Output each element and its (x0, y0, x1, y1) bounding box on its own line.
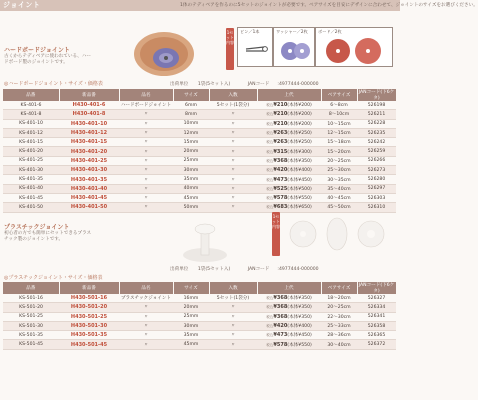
cell-name: 〃 (119, 128, 173, 137)
cell-qty: 5セット(1袋分) (209, 294, 257, 303)
cell-code: KS-501-20 (3, 303, 59, 312)
cell-new-code: H430-501-45 (59, 340, 119, 349)
column-header: サイズ (173, 89, 209, 101)
hardboard-title: ハードボードジョイント (4, 47, 70, 54)
board-part-box (315, 27, 393, 67)
column-header: 入数 (209, 89, 257, 101)
cell-bear-size: 25〜30cm (321, 166, 357, 175)
cell-price: 税込¥473(本体¥450) (257, 331, 321, 340)
cell-bear-size: 20〜25cm (321, 156, 357, 165)
cell-price: 税込¥683(本体¥650) (257, 203, 321, 212)
cell-new-code: H430-401-6 (59, 101, 119, 110)
cell-jan: 526327 (357, 294, 396, 303)
table-row (3, 147, 396, 156)
cell-jan: 526372 (357, 340, 396, 349)
column-header: 新品番 (59, 282, 119, 294)
plastic-spec-table (3, 282, 397, 350)
cell-size: 45mm (173, 340, 209, 349)
cell-size: 45mm (173, 193, 209, 202)
cell-code: KS-401-15 (3, 138, 59, 147)
table-row (3, 138, 396, 147)
cell-code: KS-401-25 (3, 156, 59, 165)
cell-new-code: H430-401-30 (59, 166, 119, 175)
washer-part-box (273, 27, 315, 67)
cell-new-code: H430-401-15 (59, 138, 119, 147)
table-row (3, 110, 396, 119)
cell-price: 税込¥263(本体¥250) (257, 138, 321, 147)
cell-bear-size: 35〜40cm (321, 184, 357, 193)
cell-qty: 〃 (209, 321, 257, 330)
cell-bear-size: 45〜50cm (321, 203, 357, 212)
cell-code: KS-401-12 (3, 128, 59, 137)
column-header: サイズ (173, 282, 209, 294)
washer-label: ワッシャー／2枚 (276, 29, 308, 34)
cell-new-code: H430-501-20 (59, 303, 119, 312)
ship-unit-label: 出荷単位 1袋(5セット入) (170, 267, 231, 272)
cell-name: 〃 (119, 340, 173, 349)
table-row (3, 128, 396, 137)
jan-prefix: JANコード :4977444-000000 (247, 82, 319, 87)
cell-price: 税込¥420(本体¥400) (257, 166, 321, 175)
cell-size: 30mm (173, 321, 209, 330)
cell-price: 税込¥368(本体¥350) (257, 294, 321, 303)
cell-bear-size: 20〜25cm (321, 303, 357, 312)
column-header: JANコード(下6ケタ) (358, 90, 395, 101)
cell-jan: 526280 (357, 175, 396, 184)
cell-bear-size: 15〜20cm (321, 147, 357, 156)
cell-price: 税込¥525(本体¥500) (257, 184, 321, 193)
cell-name: 〃 (119, 321, 173, 330)
cell-bear-size: 10〜15cm (321, 119, 357, 128)
cell-qty: 〃 (209, 193, 257, 202)
jan-prefix: JANコード :4977444-000000 (247, 267, 319, 272)
cell-bear-size: 30〜35cm (321, 175, 357, 184)
section-header-bar (0, 0, 478, 11)
cell-code: KS-501-45 (3, 340, 59, 349)
washer-icon (278, 38, 312, 62)
cell-code: KS-401-20 (3, 147, 59, 156)
cell-qty: 〃 (209, 147, 257, 156)
cell-name: 〃 (119, 110, 173, 119)
cell-jan: 526228 (357, 119, 396, 128)
cell-code: KS-401-40 (3, 184, 59, 193)
table-row (3, 119, 396, 128)
table-row (3, 303, 396, 312)
cell-size: 6mm (173, 101, 209, 110)
cell-new-code: H430-401-40 (59, 184, 119, 193)
plastic-meta (170, 266, 335, 272)
column-header: 入数 (209, 282, 257, 294)
cell-size: 12mm (173, 128, 209, 137)
cell-size: 35mm (173, 175, 209, 184)
cell-name: 〃 (119, 166, 173, 175)
cell-price: 税込¥210(本体¥200) (257, 110, 321, 119)
cell-name: 〃 (119, 156, 173, 165)
cell-name: 〃 (119, 119, 173, 128)
cell-size: 25mm (173, 312, 209, 321)
cotter-pin-icon (244, 42, 268, 56)
cell-price: 税込¥210(本体¥200) (257, 101, 321, 110)
cell-qty: 〃 (209, 128, 257, 137)
cell-qty: 〃 (209, 175, 257, 184)
table-header-row (3, 89, 396, 101)
cell-jan: 526358 (357, 321, 396, 330)
lead-text: 1体のテディベアを作るのに5セットのジョイントが必要です。ベアサイズを目安にデザインに合わせて、ジョイントのサイズをお選びください。 (180, 3, 478, 8)
cell-name: 〃 (119, 184, 173, 193)
cell-new-code: H430-501-35 (59, 331, 119, 340)
cell-code: KS-401-45 (3, 193, 59, 202)
cell-size: 10mm (173, 119, 209, 128)
cell-code: KS-501-25 (3, 312, 59, 321)
table-row (3, 294, 396, 303)
cell-price: 税込¥368(本体¥350) (257, 312, 321, 321)
cell-name: ハードボードジョイント (119, 101, 173, 110)
cell-price: 税込¥368(本体¥350) (257, 156, 321, 165)
cell-bear-size: 18〜20cm (321, 294, 357, 303)
cell-jan: 526310 (357, 203, 396, 212)
cell-qty: 5セット(1袋分) (209, 101, 257, 110)
table-row (3, 101, 396, 110)
cell-new-code: H430-501-25 (59, 312, 119, 321)
page-title: ジョイント (3, 1, 41, 9)
cell-bear-size: 40〜45cm (321, 193, 357, 202)
pin-label: ピン／1本 (240, 29, 260, 34)
cell-code: KS-401-6 (3, 101, 59, 110)
cell-code: KS-401-35 (3, 175, 59, 184)
cell-price: 税込¥578(本体¥550) (257, 340, 321, 349)
column-header: ベアサイズ (321, 89, 357, 101)
column-header: 上代 (257, 89, 321, 101)
cell-new-code: H430-401-35 (59, 175, 119, 184)
table-row (3, 331, 396, 340)
cell-code: KS-401-50 (3, 203, 59, 212)
table-row (3, 312, 396, 321)
hardboard-set-tag: 1セット内容 (226, 28, 234, 70)
hardboard-joint-illustration (110, 28, 218, 80)
table-row (3, 156, 396, 165)
cell-size: 20mm (173, 303, 209, 312)
cell-qty: 〃 (209, 184, 257, 193)
cell-new-code: H430-501-16 (59, 294, 119, 303)
cell-size: 25mm (173, 156, 209, 165)
cell-size: 35mm (173, 331, 209, 340)
cell-jan: 526198 (357, 101, 396, 110)
cell-bear-size: 28〜36cm (321, 331, 357, 340)
cell-jan: 526273 (357, 166, 396, 175)
table-row (3, 166, 396, 175)
cell-size: 15mm (173, 138, 209, 147)
column-header: JANコード(下6ケタ) (358, 283, 395, 294)
column-header: 品名 (119, 89, 173, 101)
plastic-joint-illustration (175, 215, 235, 265)
table-row (3, 321, 396, 330)
cell-jan: 526242 (357, 138, 396, 147)
ship-unit-label: 出荷単位 1袋(5セット入) (170, 82, 231, 87)
column-header: 新品番 (59, 89, 119, 101)
cell-price: 税込¥473(本体¥450) (257, 175, 321, 184)
cell-qty: 〃 (209, 138, 257, 147)
cell-bear-size: 6〜8cm (321, 101, 357, 110)
cell-qty: 〃 (209, 119, 257, 128)
column-header: ベアサイズ (321, 282, 357, 294)
cell-jan: 526266 (357, 156, 396, 165)
cell-new-code: H430-401-8 (59, 110, 119, 119)
cell-price: 税込¥210(本体¥200) (257, 119, 321, 128)
cell-new-code: H430-401-20 (59, 147, 119, 156)
table-header-row (3, 282, 396, 294)
cell-jan: 526235 (357, 128, 396, 137)
cell-bear-size: 25〜33cm (321, 321, 357, 330)
cell-new-code: H430-401-50 (59, 203, 119, 212)
cell-name: プラスチックジョイント (119, 294, 173, 303)
cell-qty: 〃 (209, 340, 257, 349)
board-disc-icon (320, 36, 390, 64)
cell-new-code: H430-401-10 (59, 119, 119, 128)
cell-bear-size: 12〜15cm (321, 128, 357, 137)
cell-code: KS-401-30 (3, 166, 59, 175)
cell-bear-size: 15〜18cm (321, 138, 357, 147)
cell-name: 〃 (119, 203, 173, 212)
cell-size: 50mm (173, 203, 209, 212)
cell-price: 税込¥263(本体¥250) (257, 128, 321, 137)
cell-price: 税込¥420(本体¥400) (257, 321, 321, 330)
plastic-parts-illustration (285, 210, 395, 258)
cell-name: 〃 (119, 138, 173, 147)
cell-new-code: H430-501-30 (59, 321, 119, 330)
cell-new-code: H430-401-25 (59, 156, 119, 165)
cell-price: 税込¥315(本体¥300) (257, 147, 321, 156)
cell-new-code: H430-401-45 (59, 193, 119, 202)
cell-jan: 526334 (357, 303, 396, 312)
cell-code: KS-401-10 (3, 119, 59, 128)
hardboard-spec-table (3, 89, 397, 213)
table-row (3, 340, 396, 349)
cell-bear-size: 22〜30cm (321, 312, 357, 321)
cell-qty: 〃 (209, 110, 257, 119)
cell-qty: 〃 (209, 303, 257, 312)
cell-qty: 〃 (209, 312, 257, 321)
hardboard-desc: 古くからテディベアに使われている、ハードボード製のジョイントです。 (4, 54, 91, 66)
column-header: 品番 (3, 89, 59, 101)
column-header: 品名 (119, 282, 173, 294)
cell-name: 〃 (119, 175, 173, 184)
cell-size: 8mm (173, 110, 209, 119)
plastic-desc: 初心者の方でも簡単にセットできるプラスチック製のジョイントです。 (4, 231, 92, 243)
cell-price: 税込¥368(本体¥350) (257, 303, 321, 312)
cell-jan: 526303 (357, 193, 396, 202)
plastic-list-title: ◎プラスチックジョイント・サイズ・価格表 (4, 275, 103, 281)
pin-part-box (237, 27, 273, 67)
table-row (3, 175, 396, 184)
cell-code: KS-501-30 (3, 321, 59, 330)
column-header: 品番 (3, 282, 59, 294)
cell-code: KS-501-35 (3, 331, 59, 340)
cell-size: 16mm (173, 294, 209, 303)
cell-code: KS-401-8 (3, 110, 59, 119)
cell-name: 〃 (119, 312, 173, 321)
cell-name: 〃 (119, 331, 173, 340)
cell-jan: 526259 (357, 147, 396, 156)
board-label: ボード／2枚 (318, 29, 342, 34)
cell-price: 税込¥578(本体¥550) (257, 193, 321, 202)
cell-jan: 526365 (357, 331, 396, 340)
cell-new-code: H430-401-12 (59, 128, 119, 137)
cell-size: 30mm (173, 166, 209, 175)
cell-qty: 〃 (209, 331, 257, 340)
cell-jan: 526341 (357, 312, 396, 321)
cell-qty: 〃 (209, 156, 257, 165)
table-row (3, 184, 396, 193)
cell-size: 20mm (173, 147, 209, 156)
hardboard-list-title: ◎ハードボードジョイント・サイズ・価格表 (4, 81, 103, 87)
cell-jan: 526211 (357, 110, 396, 119)
cell-name: 〃 (119, 193, 173, 202)
table-row (3, 193, 396, 202)
plastic-set-tag: 1セット内容 (272, 212, 280, 256)
cell-name: 〃 (119, 147, 173, 156)
cell-qty: 〃 (209, 166, 257, 175)
column-header: 上代 (257, 282, 321, 294)
plastic-title: プラスチックジョイント (4, 224, 70, 231)
cell-bear-size: 8〜10cm (321, 110, 357, 119)
cell-size: 40mm (173, 184, 209, 193)
cell-qty: 〃 (209, 203, 257, 212)
cell-code: KS-501-16 (3, 294, 59, 303)
cell-name: 〃 (119, 303, 173, 312)
cell-jan: 526297 (357, 184, 396, 193)
hardboard-meta (170, 81, 335, 87)
cell-bear-size: 30〜40cm (321, 340, 357, 349)
